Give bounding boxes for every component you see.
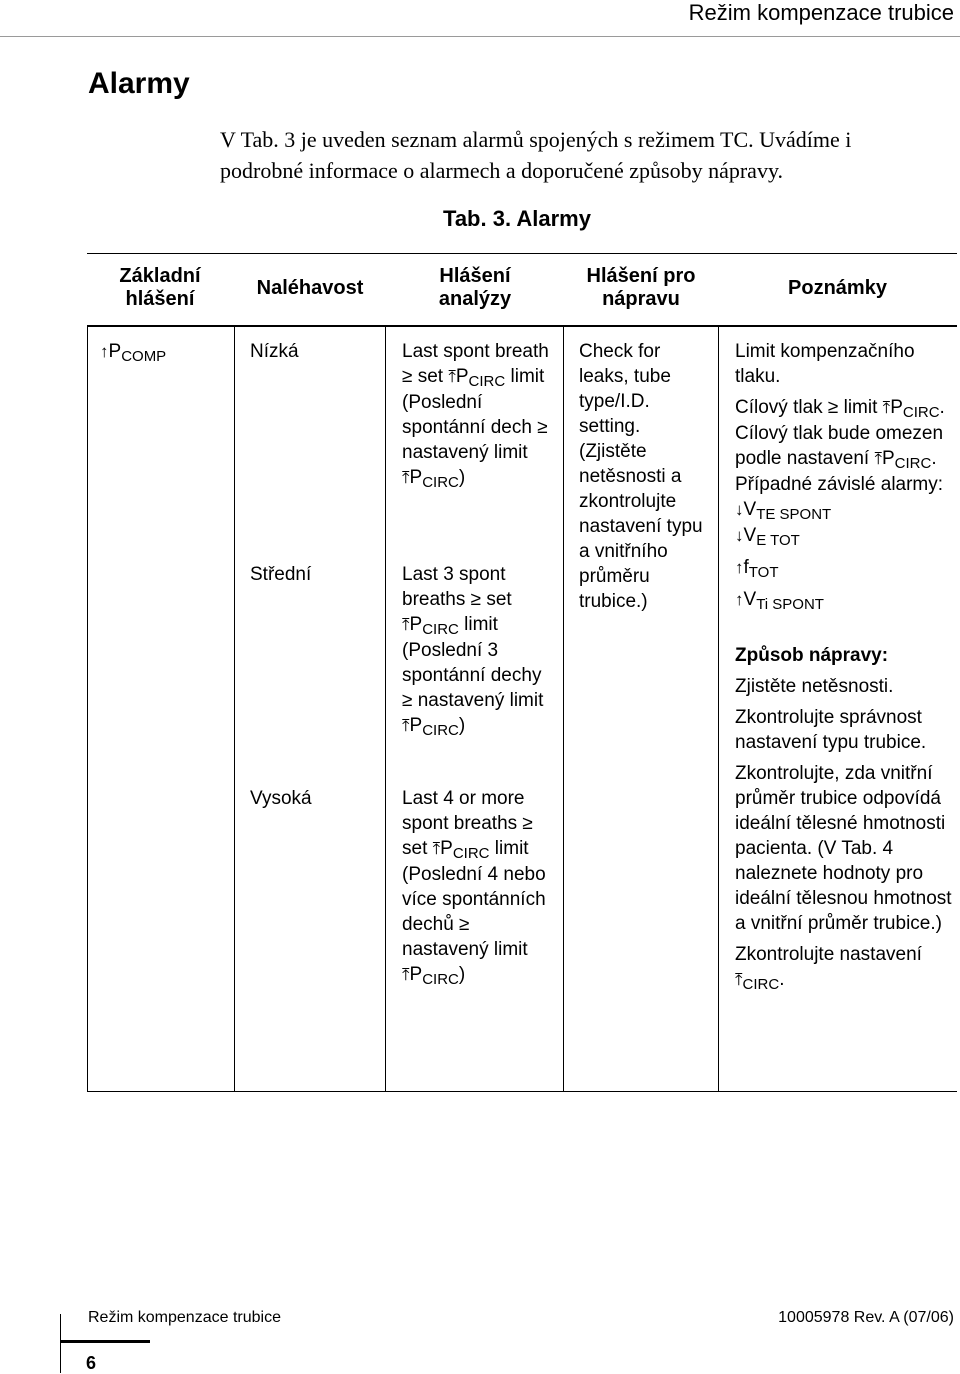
- remedy-step-4-sub: CIRC: [742, 976, 780, 993]
- remedy-step-4: [735, 942, 953, 993]
- header-urgency: Naléhavost: [256, 277, 364, 299]
- dependent-alarm-3-sub: TOT: [748, 564, 779, 581]
- notes-p2: P: [881, 448, 895, 469]
- notes-p: P: [890, 397, 903, 418]
- remedy-title: Způsob nápravy:: [735, 645, 889, 666]
- dependent-alarm-4-main: V: [743, 589, 757, 610]
- analysis-message-low: [402, 339, 552, 491]
- base-message-sub: COMP: [121, 348, 167, 365]
- footer-title: Režim kompenzace trubice: [88, 1309, 281, 1326]
- remedy-step-4-end: .: [779, 969, 785, 990]
- urgency-low: Nízká: [250, 341, 299, 362]
- analysis-p: P: [440, 838, 453, 859]
- arrow-up-limit-icon: ⤒: [432, 839, 441, 858]
- dependent-alarm-4: [735, 587, 953, 613]
- page-number: 6: [86, 1353, 97, 1373]
- dependent-alarm-2: [735, 523, 953, 549]
- arrow-up-limit-icon: ⤒: [882, 398, 891, 417]
- base-message-main: P: [108, 341, 122, 362]
- notes-target-text: Cílový tlak ≥ limit: [735, 397, 878, 418]
- remedy-step-2: Zkontrolujte správnost nastavení typu trubice.: [735, 707, 927, 753]
- section-title: Alarmy: [88, 67, 190, 100]
- dependent-alarm-3-main: f: [743, 557, 749, 578]
- remedy-message: Check for leaks, tube type/I.D. setting. (Zjistěte netěsnosti a zkontrolujte nastavení typu a vnitřního průměru trubice.): [579, 341, 703, 612]
- dependent-alarm-4-sub: Ti SPONT: [756, 596, 824, 613]
- arrow-up-icon: ↑: [100, 342, 109, 361]
- notes-dependent-label: . Případné závislé alarmy:: [735, 448, 944, 495]
- analysis-text-end: ): [458, 964, 466, 985]
- analysis-p2: P: [409, 964, 423, 985]
- col-divider-3: [563, 325, 564, 1092]
- analysis-p-sub: CIRC: [468, 373, 506, 390]
- col-divider-2: [385, 325, 386, 1092]
- notes-p-sub: CIRC: [902, 404, 940, 421]
- dependent-alarm-2-sub: E TOT: [756, 532, 800, 549]
- footer-vertical-rule: [60, 1314, 61, 1373]
- analysis-p2-sub: CIRC: [422, 722, 459, 739]
- notes-line-1: Limit kompenzačního tlaku.: [735, 341, 915, 387]
- header-rule: [0, 36, 960, 37]
- analysis-p-sub: CIRC: [422, 621, 459, 638]
- header-basic-message: Základní hlášení: [119, 265, 201, 310]
- analysis-message-medium: [402, 562, 552, 739]
- running-header: Režim kompenzace trubice: [688, 0, 954, 25]
- table-caption: Tab. 3. Alarmy: [443, 206, 591, 231]
- arrow-up-icon: ↑: [735, 590, 744, 609]
- analysis-text-end: ): [458, 467, 466, 488]
- notes-cell: [735, 339, 953, 993]
- table-top-rule: [87, 253, 957, 254]
- analysis-text-pre: Last 3 spont breaths ≥ set: [402, 564, 512, 610]
- notes-target-post: . Cílový tlak bude omezen podle nastavení: [735, 397, 945, 469]
- table-left-border: [87, 325, 88, 1092]
- footer-rule: [60, 1340, 150, 1343]
- footer-doc-id: 10005978 Rev. A (07/06): [778, 1309, 954, 1326]
- table-header-rule: [87, 325, 957, 327]
- notes-p2-sub: CIRC: [894, 455, 932, 472]
- analysis-p: P: [409, 614, 423, 635]
- base-message-cell: [100, 339, 230, 365]
- dependent-alarm-1-main: V: [743, 499, 757, 520]
- notes-line-2: [735, 395, 953, 523]
- col-divider-4: [718, 325, 719, 1092]
- analysis-text-end: ): [458, 715, 466, 736]
- analysis-p2: P: [409, 467, 423, 488]
- analysis-text-mid: limit (Poslední 4 nebo více spontánních dechů ≥ nastavený limit: [402, 838, 546, 960]
- urgency-high: Vysoká: [250, 788, 312, 809]
- analysis-message-high: [402, 786, 552, 988]
- header-analysis-message: Hlášení analýzy: [438, 265, 512, 310]
- analysis-p: P: [455, 366, 469, 387]
- arrow-up-limit-icon: ⤒: [735, 970, 743, 989]
- analysis-text-mid: limit (Poslední 3 spontánní dechy ≥ nastavený limit: [402, 614, 544, 711]
- intro-paragraph: V Tab. 3 je uveden seznam alarmů spojených s režimem TC. Uvádíme i podrobné informace o alarmech a doporučené způsoby nápravy.: [220, 127, 852, 183]
- arrow-up-limit-icon: ⤒: [402, 615, 410, 634]
- analysis-p2: P: [409, 715, 423, 736]
- urgency-medium: Střední: [250, 564, 312, 585]
- analysis-p-sub: CIRC: [452, 845, 490, 862]
- col-divider-1: [234, 325, 235, 1092]
- arrow-up-limit-icon: ⤒: [448, 367, 456, 386]
- analysis-text-pre: Last spont breath ≥ set: [402, 341, 549, 387]
- table-bottom-rule: [87, 1091, 957, 1092]
- analysis-text-pre: Last 4 or more spont breaths ≥ set: [402, 788, 533, 859]
- remedy-step-4-text: Zkontrolujte nastavení: [735, 944, 922, 965]
- arrow-up-icon: ↑: [735, 558, 744, 577]
- arrow-up-limit-icon: ⤒: [402, 716, 410, 735]
- dependent-alarm-1-sub: TE SPONT: [756, 506, 832, 523]
- arrow-up-limit-icon: ⤒: [402, 965, 410, 984]
- header-remedy-message: Hlášení pro nápravu: [586, 265, 696, 310]
- remedy-step-3: Zkontrolujte, zda vnitřní průměr trubice odpovídá ideální tělesné hmotnosti pacienta. (V Tab. 4 naleznete hodnoty pro ideální tělesnou hmotnost a vnitřní průměr trubice.): [735, 763, 952, 934]
- arrow-up-limit-icon: ⤒: [402, 468, 410, 487]
- arrow-up-limit-icon: ⤒: [874, 449, 882, 468]
- arrow-down-icon: ↓: [735, 500, 744, 519]
- analysis-p2-sub: CIRC: [422, 474, 459, 491]
- header-notes: Poznámky: [788, 277, 887, 299]
- arrow-down-icon: ↓: [735, 526, 744, 545]
- dependent-alarm-2-main: V: [743, 525, 757, 546]
- dependent-alarm-3: [735, 555, 953, 581]
- analysis-text-mid: limit (Poslední spontánní dech ≥ nastavený limit: [402, 366, 548, 463]
- analysis-p2-sub: CIRC: [422, 971, 459, 988]
- remedy-step-1: Zjistěte netěsnosti.: [735, 676, 894, 697]
